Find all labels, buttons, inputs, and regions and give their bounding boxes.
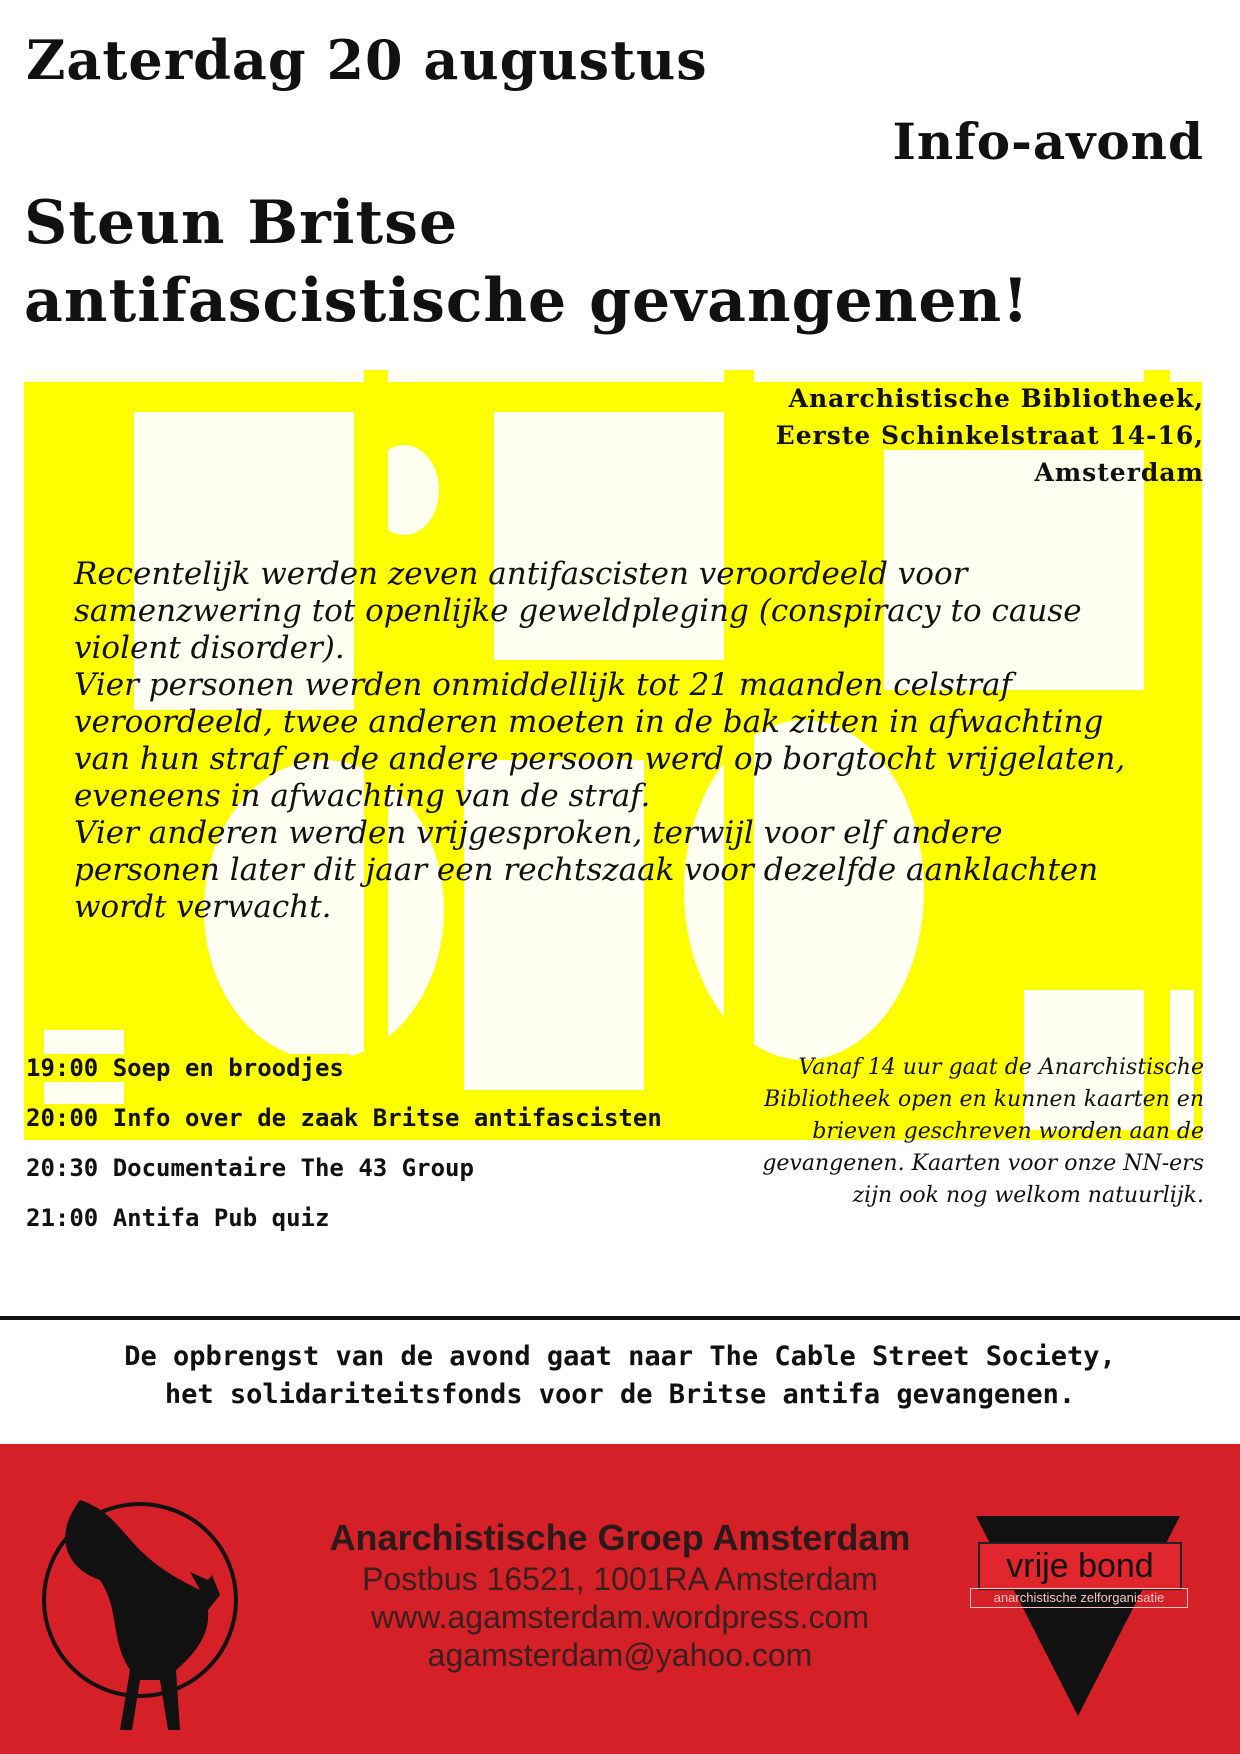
program-item: 21:00 Antifa Pub quiz [26,1204,330,1232]
side-note: Vanaf 14 uur gaat de Anarchistische Bibliotheek open en kunnen kaarten en brieven geschreven worden aan de gevangenen. Kaarten voor onze NN-ers zijn ook nog welkom natuurlijk. [762,1055,1204,1208]
title-line-2: antifascistische gevangenen! [24,266,1030,336]
proceeds-line-2: het solidariteitsfonds voor de Britse antifa gevangenen. [164,1379,1076,1410]
venue-line-1: Anarchistische Bibliotheek, [788,384,1204,413]
proceeds-note [0,1338,1240,1414]
email-link[interactable]: agamsterdam@yahoo.com [427,1637,813,1673]
venue-address [776,380,1204,491]
body-paragraph: Vier personen werden onmiddellijk tot 21 maanden celstraf veroordeeld, twee anderen moeten in de bak zitten in afwachting van hun straf en de andere persoon werd op borgtocht vrijgelaten, eveneens in afwachting van de straf. [74,667,1126,814]
program-item: 19:00 Soep en broodjes [26,1054,350,1082]
vrije-bond-logo-subtitle: anarchistische zelforganisatie [970,1588,1188,1608]
proceeds-line-1: De opbrengst van de avond gaat naar The Cable Street Society, [124,1341,1116,1372]
body-paragraph: Vier anderen werden vrijgesproken, terwijl voor elf andere personen later dit jaar een rechtszaak voor dezelfde aanklachten wordt verwacht. [74,815,1099,925]
body-paragraph: Recentelijk werden zeven antifascisten veroordeeld voor samenzwering tot openlijke geweldpleging (conspiracy to cause violent disorder). [74,556,1082,666]
event-type: Info-avond [892,112,1204,171]
program-item: 20:30 Documentaire The 43 Group [26,1154,474,1182]
postal-address: Postbus 16521, 1001RA Amsterdam [362,1561,878,1597]
program-item: 20:00 Info over de zaak Britse antifascisten [26,1104,668,1132]
program-list [26,1050,668,1250]
vrije-bond-triangle-icon [968,1504,1188,1724]
event-date: Zaterdag 20 augustus [26,28,708,92]
divider [0,1316,1240,1320]
vrije-bond-logo-text: vrije bond [978,1542,1182,1590]
venue-line-3: Amsterdam [1034,458,1204,487]
organization-name: Anarchistische Groep Amsterdam [329,1517,911,1558]
website-link[interactable]: www.agamsterdam.wordpress.com [371,1599,869,1635]
venue-line-2: Eerste Schinkelstraat 14-16, [775,421,1204,450]
title-line-1: Steun Britse [24,188,459,258]
body-text [74,556,1154,926]
